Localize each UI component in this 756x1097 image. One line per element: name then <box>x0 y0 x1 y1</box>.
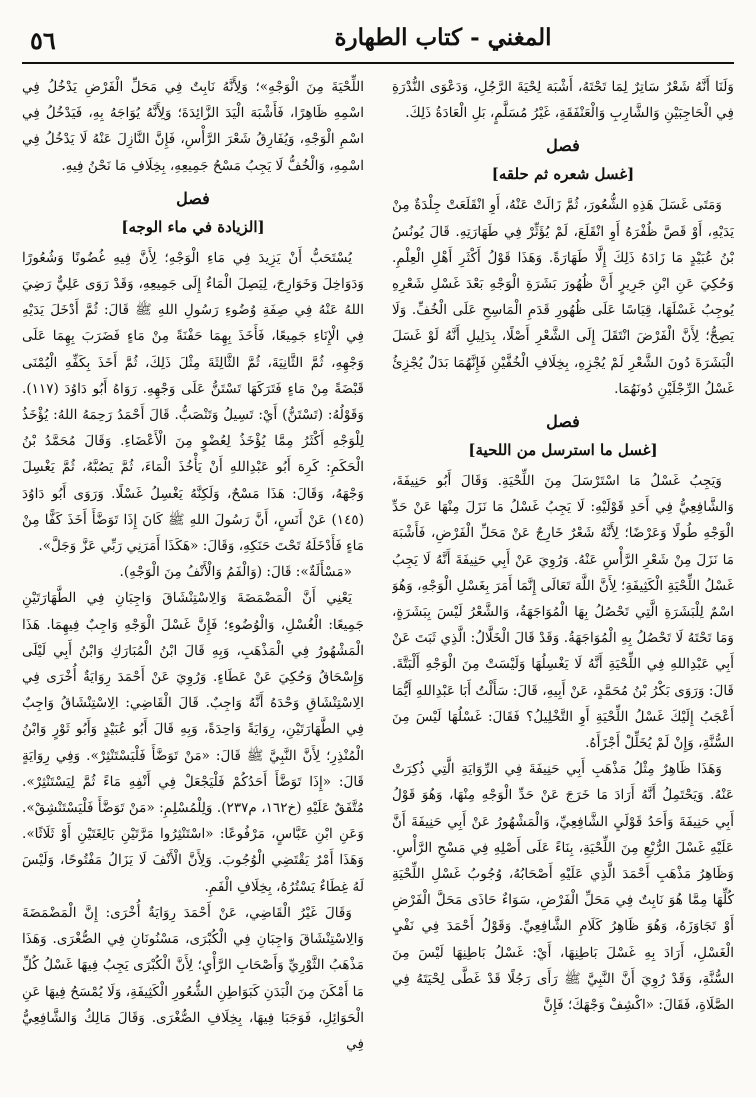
paragraph: يَعْنِي أَنَّ الْمَضْمَضَةَ وَالِاسْتِنْشَاقَ وَاجِبَانِ فِي الطَّهَارَتَيْنِ جَمِيعًا: الْغُسْلِ، وَالْوُضُوءِ؛ فَإِنَّ غَسْلَ الْوَجْهِ وَاجِبٌ فِيهِمَا. هَذَا الْمَشْهُورُ فِي الْمَذْهَبِ، وَبِهِ قَالَ ابْنُ الْمُبَارَكِ وَابْنُ أَبِي لَيْلَى وَإِسْحَاقُ وَحُكِيَ عَنْ عَطَاءٍ. وَرُوِيَ عَنْ أَحْمَدَ رِوَايَةٌ أُخْرَى فِي الِاسْتِنْشَاقِ وَحْدَهُ أَنَّهُ وَاجِبٌ. قَالَ الْقَاضِي: الِاسْتِنْشَاقُ وَاجِبٌ فِي الطَّهَارَتَيْنِ، رِوَايَةً وَاحِدَةً، وَبِهِ قَالَ أَبُو عُبَيْدٍ وَأَبُو ثَوْرٍ وَابْنُ الْمُنْذِرِ؛ لِأَنَّ النَّبِيَّ ﷺ قَالَ: «مَنْ تَوَضَّأَ فَلْيَسْتَنْثِرْ». وَفِي رِوَايَةٍ قَالَ: «إِذَا تَوَضَّأَ أَحَدُكُمْ فَلْيَجْعَلْ فِي أَنْفِهِ مَاءً ثُمَّ لِيَسْتَنْثِرْ». مُتَّفَقٌ عَلَيْهِ (خ١٦٢، م٢٣٧). وَلِلْمُسْلِمِ: «مَنْ تَوَضَّأَ فَلْيَسْتَنْشِقْ». وَعَنِ ابْنِ عَبَّاسٍ، مَرْفُوعًا: «اسْتَنْثِرُوا مَرَّتَيْنِ بَالِغَتَيْنِ أَوْ ثَلَاثًا». وَهَذَا أَمْرٌ يَقْتَضِي الْوُجُوبَ. وَلِأَنَّ الْأَنْفَ لَا يَزَالُ مَفْتُوحًا، وَلَيْسَ لَهُ غِطَاءٌ يَسْتُرُهُ، بِخِلَافِ الْفَمِ. <box>22 590 364 895</box>
section-heading: فصل <box>176 188 210 208</box>
running-title <box>152 24 734 51</box>
section-heading: فصل <box>546 412 580 432</box>
paragraph: يُسْتَحَبُّ أَنْ يَزِيدَ فِي مَاءِ الْوَجْهِ؛ لِأَنَّ فِيهِ غُضُونًا وَشُعُورًا وَدَوَاخِلَ وَخَوَارِجَ، لِيَصِلَ الْمَاءُ إِلَى جَمِيعِهِ، وَقَدْ رَوَى عَلِيٌّ رَضِيَ اللهُ عَنْهُ فِي صِفَةِ وُضُوءِ رَسُولِ اللهِ ﷺ قَالَ: ثُمَّ أَدْخَلَ يَدَيْهِ فِي الْإِنَاءِ جَمِيعًا، فَأَخَذَ بِهِمَا حَفْنَةً مِنْ مَاءٍ فَضَرَبَ بِهِمَا عَلَى وَجْهِهِ، ثُمَّ الثَّانِيَةَ، ثُمَّ الثَّالِثَةَ مِثْلَ ذَلِكَ، ثُمَّ أَخَذَ بِكَفِّهِ الْيُمْنَى قَبْضَةً مِنْ مَاءٍ فَتَرَكَهَا تَسْتَنُّ عَلَى وَجْهِهِ. رَوَاهُ أَبُو دَاوُدَ (١١٧). وَقَوْلُهُ: (تَسْتَنُّ) أَيْ: تَسِيلُ وَتَنْصَبُّ. قَالَ أَحْمَدُ رَحِمَهُ اللهُ: يُؤْخَذُ لِلْوَجْهِ أَكْثَرُ مِمَّا يُؤْخَذُ لِعُضْوٍ مِنَ الْأَعْضَاءِ. وَقَالَ مُحَمَّدُ بْنُ الْحَكَمِ: كَرِهَ أَبُو عَبْدِاللهِ أَنْ يَأْخُذَ الْمَاءَ، ثُمَّ يَصُبَّهُ، ثُمَّ يَغْسِلَ وَجْهَهُ، وَقَالَ: هَذَا مَسْحٌ، وَلَكِنَّهُ يَغْسِلُ غَسْلًا. وَرَوَى أَبُو دَاوُدَ (١٤٥) عَنْ أَنَسٍ، أَنَّ رَسُولَ اللهِ ﷺ كَانَ إِذَا تَوَضَّأَ أَخَذَ كَفًّا مِنْ مَاءٍ فَأَدْخَلَهُ تَحْتَ حَنَكِهِ، وَقَالَ: «هَكَذَا أَمَرَنِي رَبِّي عَزَّ وَجَلَّ». <box>22 249 364 555</box>
paragraph: وَلَنَا أَنَّهُ شَعْرٌ سَاتِرٌ لِمَا تَحْتَهُ، أَشْبَهَ لِحْيَةَ الرَّجُلِ، وَدَعْوَى النُّدْرَةِ فِي الْحَاجِبَيْنِ وَالشَّارِبِ وَالْعَنْفَقَةِ، غَيْرُ مُسَلَّمٍ، بَلِ الْعَادَةُ ذَلِكَ. <box>392 79 734 122</box>
chapter-title: كتاب الطهارة <box>334 24 463 51</box>
page-header <box>22 22 734 64</box>
paragraph: وَهَذَا ظَاهِرٌ مِثْلُ مَذْهَبِ أَبِي حَنِيفَةَ فِي الرِّوَايَةِ الَّتِي ذُكِرَتْ عَنْهُ. وَيَحْتَمِلُ أَنَّهُ أَرَادَ مَا خَرَجَ عَنْ حَدِّ الْوَجْهِ مِنْهَا، وَهُوَ قَوْلُ أَبِي حَنِيفَةَ وَأَحَدُ قَوْلَيِ الشَّافِعِيِّ، وَالْمَشْهُورُ عَنْ أَبِي حَنِيفَةَ أَنَّ عَلَيْهِ غَسْلَ الرُّبْعِ مِنَ اللِّحْيَةِ، بِنَاءً عَلَى أَصْلِهِ فِي مَسْحِ الرَّأْسِ. وَظَاهِرُ مَذْهَبِ أَحْمَدَ الَّذِي عَلَيْهِ أَصْحَابُهُ، وُجُوبُ غَسْلِ اللِّحْيَةِ كُلِّهَا مِمَّا هُوَ نَابِتٌ فِي مَحَلِّ الْفَرْضِ، سَوَاءٌ حَاذَى مَحَلَّ الْفَرْضِ أَوْ تَجَاوَزَهُ، وَهُوَ ظَاهِرُ كَلَامِ الشَّافِعِيِّ. وَقَوْلُ أَحْمَدَ فِي نَفْيِ الْغَسْلِ، أَرَادَ بِهِ غَسْلَ بَاطِنِهَا، أَيْ: غَسْلُ بَاطِنِهَا لَيْسَ مِنَ السُّنَّةِ، وَقَدْ رُوِيَ أَنَّ النَّبِيَّ ﷺ رَأَى رَجُلًا قَدْ غَطَّى لِحْيَتَهُ فِي الصَّلَاةِ، فَقَالَ: «اكْشِفْ وَجْهَكَ؛ فَإِنَّ <box>392 761 734 1014</box>
right-column <box>392 74 734 1078</box>
section-subtitle: [غسل شعره ثم حلقه] <box>491 165 635 184</box>
page <box>22 22 734 1082</box>
paragraph: اللِّحْيَةَ مِنَ الْوَجْهِ»؛ وَلِأَنَّهُ نَابِتٌ فِي مَحَلِّ الْفَرْضِ يَدْخُلُ فِي اسْمِهِ ظَاهِرًا، فَأَشْبَهَ الْيَدَ الزَّائِدَةَ؛ وَلِأَنَّهُ يُوَاجَهُ بِهِ، فَيَدْخُلُ فِي اسْمِ الْوَجْهِ، وَيُفَارِقُ شَعْرَ الرَّأْسِ، فَإِنَّ النَّازِلَ عَنْهُ لَا يَدْخُلُ فِي اسْمِهِ، وَالْخُفُّ لَا يَجِبُ مَسْحُ جَمِيعِهِ، بِخِلَافِ مَا نَحْنُ فِيهِ. <box>22 79 364 174</box>
page-number: ٥٦ <box>30 26 56 55</box>
left-column <box>22 74 364 1078</box>
paragraph: وَقَالَ غَيْرُ الْقَاضِي، عَنْ أَحْمَدَ رِوَايَةٌ أُخْرَى: إِنَّ الْمَضْمَضَةَ وَالِاسْتِنْشَاقَ وَاجِبَانِ فِي الْكُبْرَى، مَسْنُونَانِ فِي الصُّغْرَى. وَهَذَا مَذْهَبُ الثَّوْرِيِّ وَأَصْحَابِ الرَّأْيِ؛ لِأَنَّ الْكُبْرَى يَجِبُ فِيهَا غَسْلُ كُلِّ مَا أَمْكَنَ مِنَ الْبَدَنِ كَبَوَاطِنِ الشُّعُورِ الْكَثِيفَةِ، وَلَا يُمْسَحُ فِيهَا عَنِ الْحَوَائِلِ، فَوَجَبَا فِيهَا، بِخِلَافِ الصُّغْرَى. وَقَالَ مَالِكٌ وَالشَّافِعِيُّ فِي <box>22 904 364 1052</box>
book-title: المغني <box>487 24 552 51</box>
paragraph: وَمَتَى غَسَلَ هَذِهِ الشُّعُورَ، ثُمَّ زَالَتْ عَنْهُ، أَوِ انْقَلَعَتْ جِلْدَةٌ مِنْ يَدَيْهِ، أَوْ قَصَّ ظُفْرَهُ أَوِ انْقَلَعَ، لَمْ يُؤَثِّرْ فِي طَهَارَتِهِ. قَالَ يُونُسُ بْنُ عُبَيْدٍ مَا زَادَهُ ذَلِكَ إِلَّا طَهَارَةً. وَهَذَا قَوْلُ أَكْثَرِ أَهْلِ الْعِلْمِ. وَحُكِيَ عَنِ ابْنِ جَرِيرٍ أَنَّ ظُهُورَ بَشَرَةِ الْوَجْهِ بَعْدَ غَسْلِ شَعْرِهِ يُوجِبُ غَسْلَهَا، قِيَاسًا عَلَى ظُهُورِ قَدَمِ الْمَاسِحِ عَلَى الْخُفِّ. وَلَا يَصِحُّ؛ لِأَنَّ الْفَرْضَ انْتَقَلَ إِلَى الشَّعْرِ أَصْلًا، بِدَلِيلِ أَنَّهُ لَوْ غَسَلَ الْبَشَرَةَ دُونَ الشَّعْرِ لَمْ يُجْزِهِ، بِخِلَافِ الْخُفَّيْنِ فَإِنَّهُمَا بَدَلٌ يُجْزِئُ غَسْلُ الرِّجْلَيْنِ دُونَهُمَا. <box>392 197 734 397</box>
section-heading: فصل <box>546 136 580 156</box>
title-separator: - <box>462 24 488 51</box>
section-subtitle: [الزيادة في ماء الوجه] <box>121 217 265 236</box>
section-subtitle: [غسل ما استرسل من اللحية] <box>468 441 658 460</box>
masala-line: «مَسْأَلَةٌ»: قَالَ: (وَالْفَمُ وَالْأَنْفُ مِنَ الْوَجْهِ). <box>119 564 352 581</box>
paragraph: وَيَجِبُ غَسْلُ مَا اسْتَرْسَلَ مِنَ اللِّحْيَةِ. وَقَالَ أَبُو حَنِيفَةَ، وَالشَّافِعِيُّ فِي أَحَدِ قَوْلَيْهِ: لَا يَجِبُ غَسْلُ مَا نَزَلَ مِنْهَا عَنْ حَدِّ الْوَجْهِ طُولًا وَعَرْضًا؛ لِأَنَّهُ شَعْرٌ خَارِجٌ عَنْ مَحَلِّ الْفَرْضِ، فَأَشْبَهَ مَا نَزَلَ مِنْ شَعْرِ الرَّأْسِ عَنْهُ. وَرُوِيَ عَنْ أَبِي حَنِيفَةَ أَنَّهُ لَا يَجِبُ غَسْلُ اللِّحْيَةِ الْكَثِيفَةِ؛ لِأَنَّ اللَّهَ تَعَالَى إِنَّمَا أَمَرَ بِغَسْلِ الْوَجْهِ، وَهُوَ اسْمٌ لِلْبَشَرَةِ الَّتِي تَحْصُلُ بِهَا الْمُوَاجَهَةُ، وَالشَّعْرُ لَيْسَ بِبَشَرَةٍ، وَمَا تَحْتَهُ لَا تَحْصُلُ بِهِ الْمُوَاجَهَةُ. وَقَدْ قَالَ الْخَلَّالُ: الَّذِي ثَبَتَ عَنْ أَبِي عَبْدِاللهِ فِي اللِّحْيَةِ أَنَّهُ لَا يَغْسِلُهَا وَلَيْسَتْ مِنَ الْوَجْهِ أَلْبَتَّةَ. قَالَ: وَرَوَى بَكْرُ بْنُ مُحَمَّدٍ، عَنْ أَبِيهِ، قَالَ: سَأَلْتُ أَبَا عَبْدِاللهِ أَيُّمَا أَعْجَبُ إِلَيْكَ غَسْلُ اللِّحْيَةِ أَوِ التَّخْلِيلُ؟ فَقَالَ: غَسْلُهَا لَيْسَ مِنَ السُّنَّةِ، وَإِنْ لَمْ يُخَلِّلْ أَجْزَأَهُ. <box>392 473 734 752</box>
